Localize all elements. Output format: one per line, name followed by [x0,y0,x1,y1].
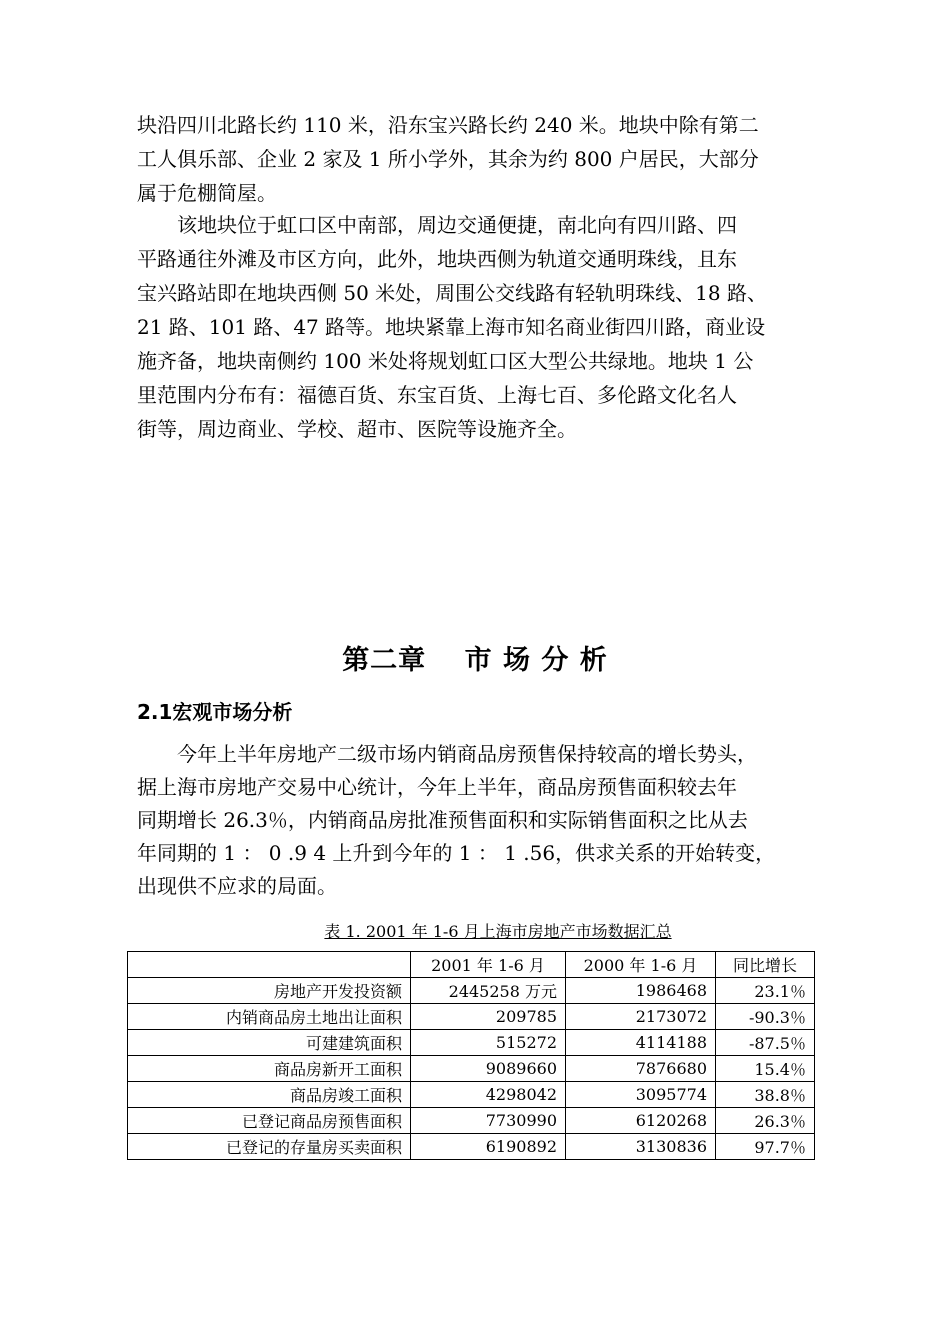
value-cell: 515272 [411,1030,566,1056]
value-cell: 3130836 [566,1134,716,1160]
text-line: 宝兴路站即在地块西侧 50 米处，周围公交线路有轻轨明珠线、18 路、 [137,281,767,305]
value-cell: 7876680 [566,1056,716,1082]
text-line: 施齐备，地块南侧约 100 米处将规划虹口区大型公共绿地。地块 1 公 [137,349,754,373]
section-heading: 2.1宏观市场分析 [137,700,293,724]
value-cell: 2445258 万元 [411,978,566,1004]
text-line: 据上海市房地产交易中心统计，今年上半年，商品房预售面积较去年 [137,775,737,799]
table-row [128,1134,815,1160]
text-line: 年同期的 1 ： 0 .9 4 上升到今年的 1 ： 1 .56，供求关系的开始转变， [137,841,776,865]
text-line: 里范围内分布有：福德百货、东宝百货、上海七百、多伦路文化名人 [137,383,737,407]
table-row [128,1108,815,1134]
value-cell: 6120268 [566,1108,716,1134]
growth-cell: 26.3％ [716,1108,815,1134]
chapter-title: 第二章 市 场 分 析 [342,645,608,676]
header-cell: 2001 年 1-6 月 [411,952,566,978]
text-line: 出现供不应求的局面。 [137,874,337,898]
value-cell: 4298042 [411,1082,566,1108]
table-row [128,978,815,1004]
row-label-cell: 商品房新开工面积 [128,1056,411,1082]
growth-cell: -87.5％ [716,1030,815,1056]
text-line: 21 路、101 路、47 路等。地块紧靠上海市知名商业街四川路，商业设 [137,315,766,339]
growth-cell: 38.8％ [716,1082,815,1108]
value-cell: 6190892 [411,1134,566,1160]
row-label-cell: 可建建筑面积 [128,1030,411,1056]
value-cell: 3095774 [566,1082,716,1108]
value-cell: 1986468 [566,978,716,1004]
growth-cell: 15.4％ [716,1056,815,1082]
paragraph-site-location [137,208,827,446]
text-line: 工人俱乐部、企业 2 家及 1 所小学外，其余为约 800 户居民，大部分 [137,147,759,171]
text-line: 属于危棚简屋。 [137,181,277,205]
header-cell: 同比增长 [716,952,815,978]
text-line: 今年上半年房地产二级市场内销商品房预售保持较高的增长势头， [137,742,757,766]
growth-cell: 97.7％ [716,1134,815,1160]
row-label-cell: 已登记的存量房买卖面积 [128,1134,411,1160]
value-cell: 4114188 [566,1030,716,1056]
row-label-cell: 内销商品房土地出让面积 [128,1004,411,1030]
market-data-table [127,951,815,1160]
row-label-cell: 商品房竣工面积 [128,1082,411,1108]
growth-cell: -90.3％ [716,1004,815,1030]
value-cell: 209785 [411,1004,566,1030]
header-cell [128,952,411,978]
paragraph-market-overview [137,738,827,903]
text-line: 同期增长 26.3％，内销商品房批准预售面积和实际销售面积之比从去 [137,808,748,832]
row-label-cell: 已登记商品房预售面积 [128,1108,411,1134]
paragraph-site-boundaries [137,108,827,210]
value-cell: 2173072 [566,1004,716,1030]
table-caption: 表 1. 2001 年 1-6 月上海市房地产市场数据汇总 [324,922,672,941]
value-cell: 9089660 [411,1056,566,1082]
value-cell: 7730990 [411,1108,566,1134]
table-row [128,1030,815,1056]
row-label-cell: 房地产开发投资额 [128,978,411,1004]
table-row [128,1004,815,1030]
table-header-row [128,952,815,978]
text-line: 块沿四川北路长约 110 米，沿东宝兴路长约 240 米。地块中除有第二 [137,113,759,137]
table-row [128,1082,815,1108]
growth-cell: 23.1％ [716,978,815,1004]
header-cell: 2000 年 1-6 月 [566,952,716,978]
text-line: 街等，周边商业、学校、超市、医院等设施齐全。 [137,417,577,441]
text-line: 该地块位于虹口区中南部，周边交通便捷，南北向有四川路、四 [137,213,737,237]
text-line: 平路通往外滩及市区方向，此外，地块西侧为轨道交通明珠线，且东 [137,247,737,271]
table-row [128,1056,815,1082]
